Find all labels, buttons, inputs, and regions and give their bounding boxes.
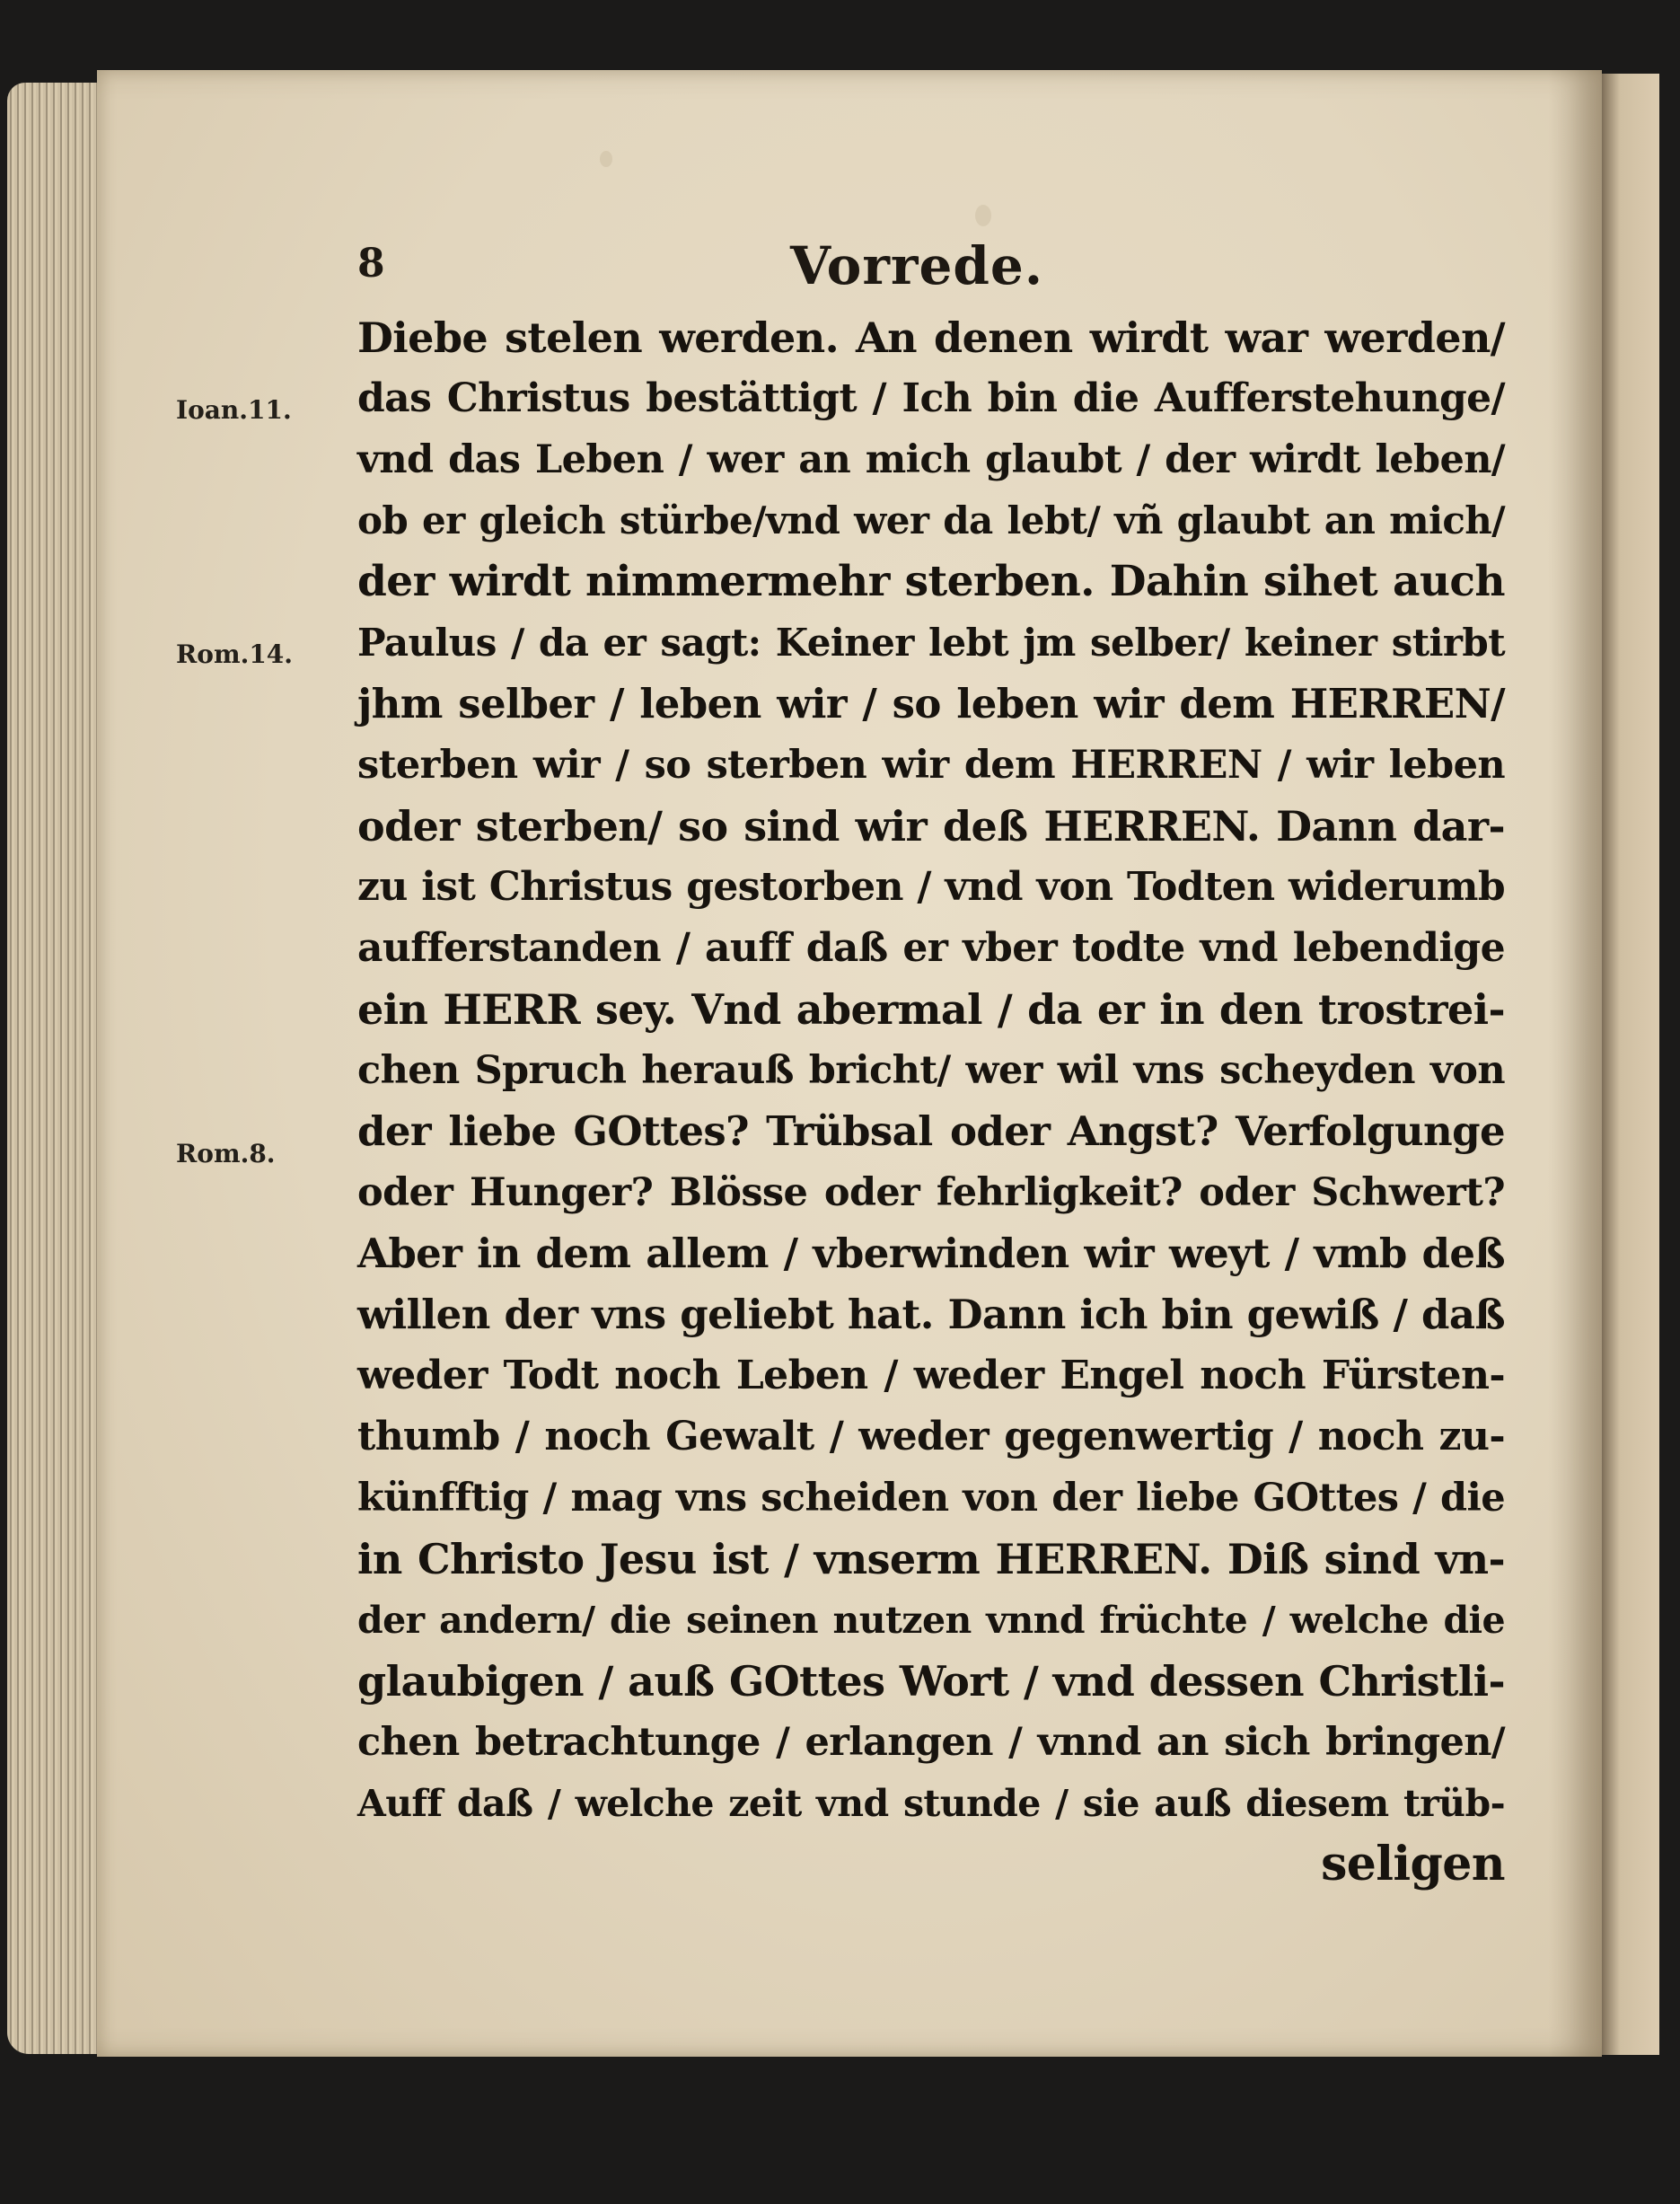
- text-line: ein HERR sey. Vnd abermal / da er in den trostrei-: [357, 985, 1505, 1034]
- text-line: zu ist Christus gestorben / vnd von Todten widerumb: [357, 864, 1505, 910]
- left-page-edges: [7, 83, 106, 2054]
- text-line: ob er gleich stürbe/vnd wer da lebt/ vñ glaubt an mich/: [357, 498, 1505, 542]
- catchword: seligen: [1321, 1837, 1505, 1891]
- text-line: Paulus / da er sagt: Keiner lebt jm selber/ keiner stirbt: [357, 621, 1505, 665]
- running-head: Vorrede.: [790, 235, 1044, 296]
- ink-speck: [600, 151, 612, 167]
- text-line: in Christo Jesu ist / vnserm HERREN. Diß sind vn-: [357, 1535, 1505, 1583]
- text-line: sterben wir / so sterben wir dem HERREN / wir leben: [357, 743, 1505, 788]
- text-line: Auff daß / welche zeit vnd stunde / sie auß diesem trüb-: [357, 1782, 1505, 1825]
- text-line: weder Todt noch Leben / weder Engel noch Fürsten-: [357, 1353, 1505, 1398]
- ink-speck: [975, 205, 991, 226]
- gutter-shadow: [1548, 70, 1602, 2057]
- text-line: glaubigen / auß GOttes Wort / vnd dessen Christli-: [357, 1657, 1505, 1706]
- text-line: oder sterben/ so sind wir deß HERREN. Dann dar-: [357, 802, 1505, 851]
- text-line: künfftig / mag vns scheiden von der liebe GOttes / die: [357, 1476, 1505, 1521]
- page-number: 8: [357, 241, 385, 287]
- text-line: der liebe GOttes? Trübsal oder Angst? Verfolgunge: [357, 1107, 1505, 1155]
- text-line: das Christus bestättigt / Ich bin die Aufferstehunge/: [357, 375, 1505, 421]
- facing-page-edge: [1596, 74, 1659, 2055]
- text-line: thumb / noch Gewalt / weder gegenwertig / noch zu-: [357, 1414, 1505, 1459]
- text-line: oder Hunger? Blösse oder fehrligkeit? oder Schwert?: [357, 1170, 1505, 1215]
- text-line: willen der vns geliebt hat. Dann ich bin gewiß / daß: [357, 1291, 1505, 1338]
- margin-note: Rom.8.: [176, 1139, 276, 1168]
- text-line: der wirdt nimmermehr sterben. Dahin sihet auch: [357, 557, 1505, 606]
- text-line: chen betrachtunge / erlangen / vnnd an sich bringen/: [357, 1720, 1505, 1765]
- text-line: der andern/ die seinen nutzen vnnd früchte / welche die: [357, 1599, 1505, 1642]
- text-line: vnd das Leben / wer an mich glaubt / der wirdt leben/: [357, 437, 1505, 482]
- margin-note: Ioan.11.: [176, 395, 292, 425]
- text-line: Diebe stelen werden. An denen wirdt war werden/: [357, 313, 1505, 362]
- body-text: [357, 307, 1505, 1895]
- text-line: Aber in dem allem / vberwinden wir weyt / vmb deß: [357, 1230, 1505, 1277]
- margin-note: Rom.14.: [176, 639, 294, 669]
- text-line: jhm selber / leben wir / so leben wir dem HERREN/: [357, 680, 1505, 727]
- text-line: aufferstanden / auff daß er vber todte vnd lebendige: [357, 925, 1505, 971]
- text-line: chen Spruch herauß bricht/ wer wil vns scheyden von: [357, 1048, 1505, 1093]
